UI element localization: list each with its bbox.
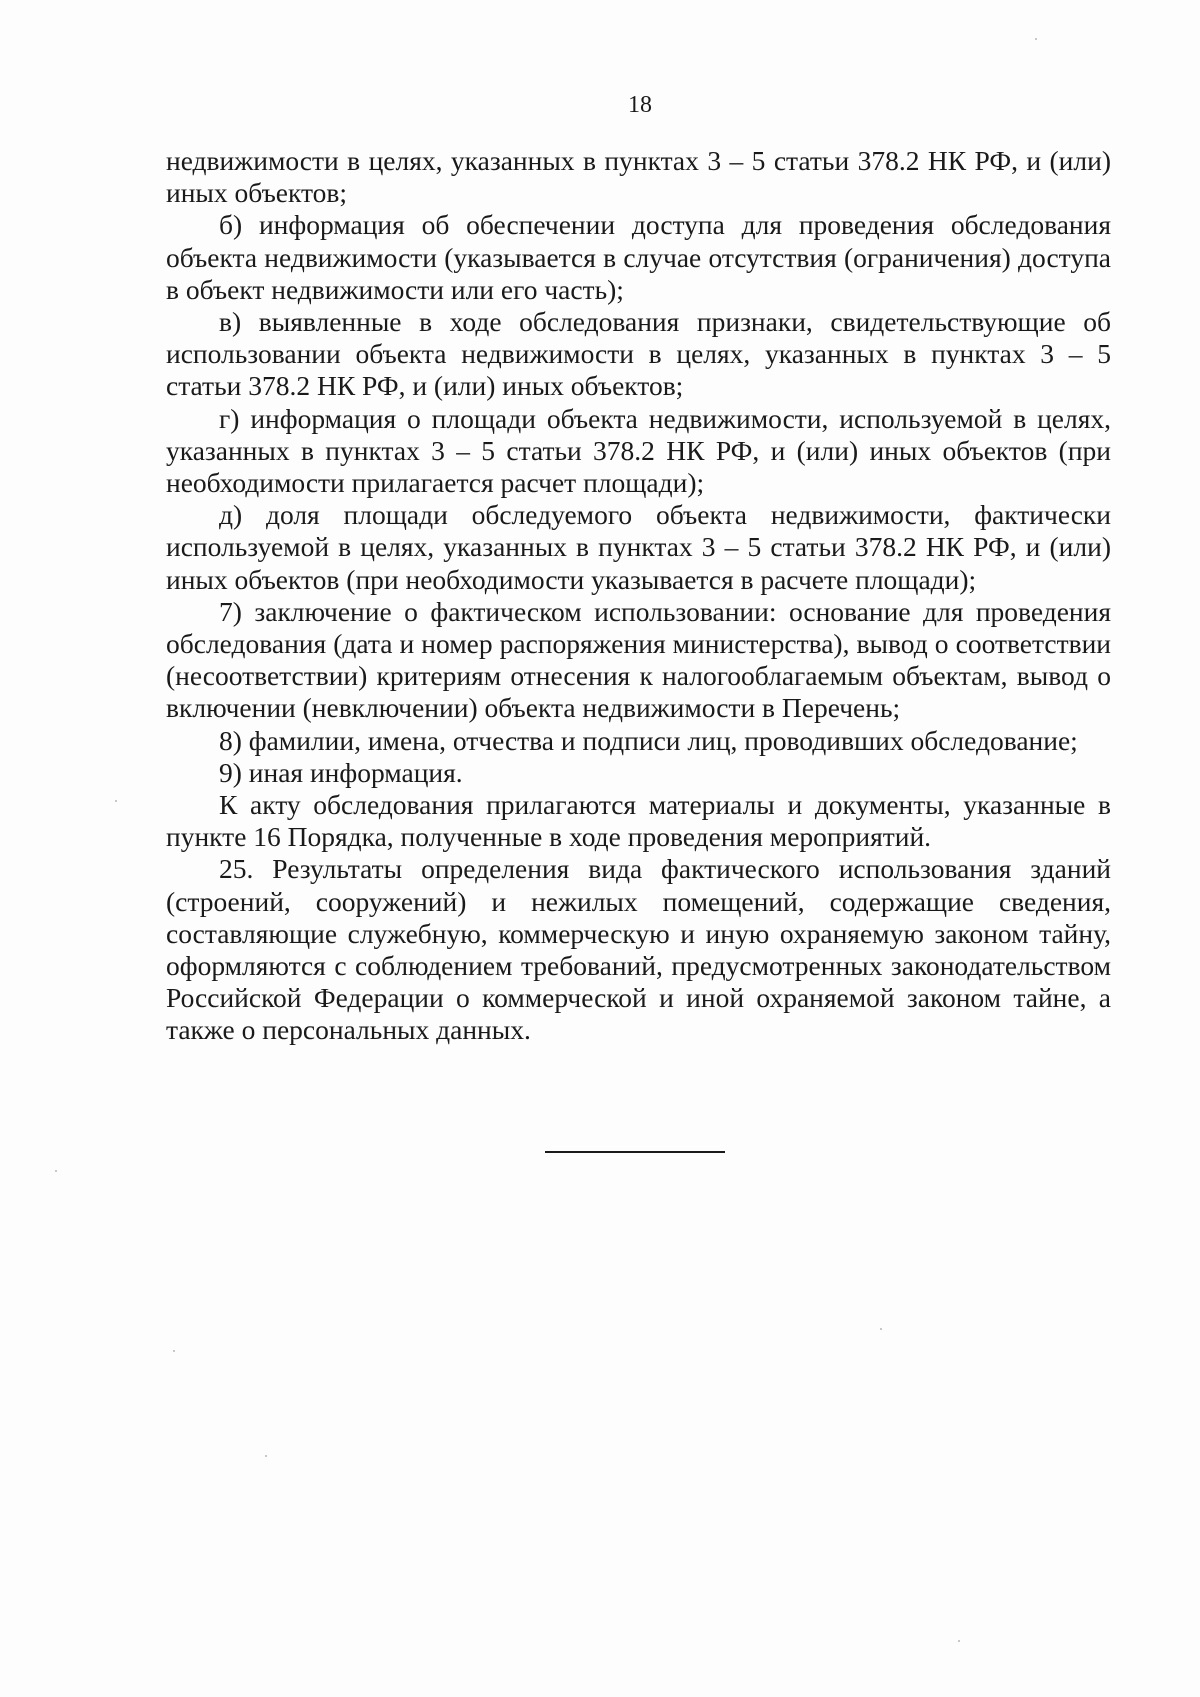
closing-rule xyxy=(545,1151,725,1153)
document-body xyxy=(166,145,1111,1047)
paragraph-continuation: недвижимости в целях, указанных в пунктах 3 – 5 статьи 378.2 НК РФ, и (или) иных объектов; xyxy=(166,145,1111,209)
paragraph-attachments: К акту обследования прилагаются материалы и документы, указанные в пункте 16 Порядка, полученные в ходе проведения мероприятий. xyxy=(166,789,1111,853)
paragraph-25: 25. Результаты определения вида фактического использования зданий (строений, сооружений) и нежилых помещений, содержащие сведения, составляющие служебную, коммерческую и иную охраняемую законом тайну, оформляются с соблюдением требований, предусмотренных законодательством Российской Федерации о коммерческой и иной охраняемой законом тайне, а также о персональных данных. xyxy=(166,853,1111,1046)
scan-speck xyxy=(173,1350,175,1352)
page-number: 18 xyxy=(628,92,652,118)
paragraph-item-v: в) выявленные в ходе обследования признаки, свидетельствующие об использовании объекта недвижимости в целях, указанных в пунктах 3 – 5 статьи 378.2 НК РФ, и (или) иных объектов; xyxy=(166,306,1111,402)
scan-speck xyxy=(115,800,117,802)
paragraph-item-9: 9) иная информация. xyxy=(219,756,463,788)
scan-speck xyxy=(55,1170,57,1172)
scan-speck xyxy=(958,1640,960,1642)
scan-speck xyxy=(1035,38,1037,40)
paragraph-item-7: 7) заключение о фактическом использовании: основание для проведения обследования (дата и номер распоряжения министерства), вывод о соответствии (несоответствии) критериям отнесения к налогооблагаемым объектам, вывод о включении (невключении) объекта недвижимости в Перечень; xyxy=(166,595,1111,724)
paragraph-item-b: б) информация об обеспечении доступа для проведения обследования объекта недвижимости (указывается в случае отсутствия (ограничения) доступа в объект недвижимости или его часть); xyxy=(166,209,1111,305)
paragraph-item-d: д) доля площади обследуемого объекта недвижимости, фактически используемой в целях, указанных в пунктах 3 – 5 статьи 378.2 НК РФ, и (или) иных объектов (при необходимости указывается в расчете площади); xyxy=(166,499,1111,595)
scan-speck xyxy=(880,1328,882,1330)
scan-speck xyxy=(265,1455,267,1457)
paragraph-item-8: 8) фамилии, имена, отчества и подписи лиц, проводивших обследование; xyxy=(219,724,1078,756)
paragraph-item-g: г) информация о площади объекта недвижимости, используемой в целях, указанных в пунктах 3 – 5 статьи 378.2 НК РФ, и (или) иных объектов (при необходимости прилагается расчет площади); xyxy=(166,402,1111,499)
